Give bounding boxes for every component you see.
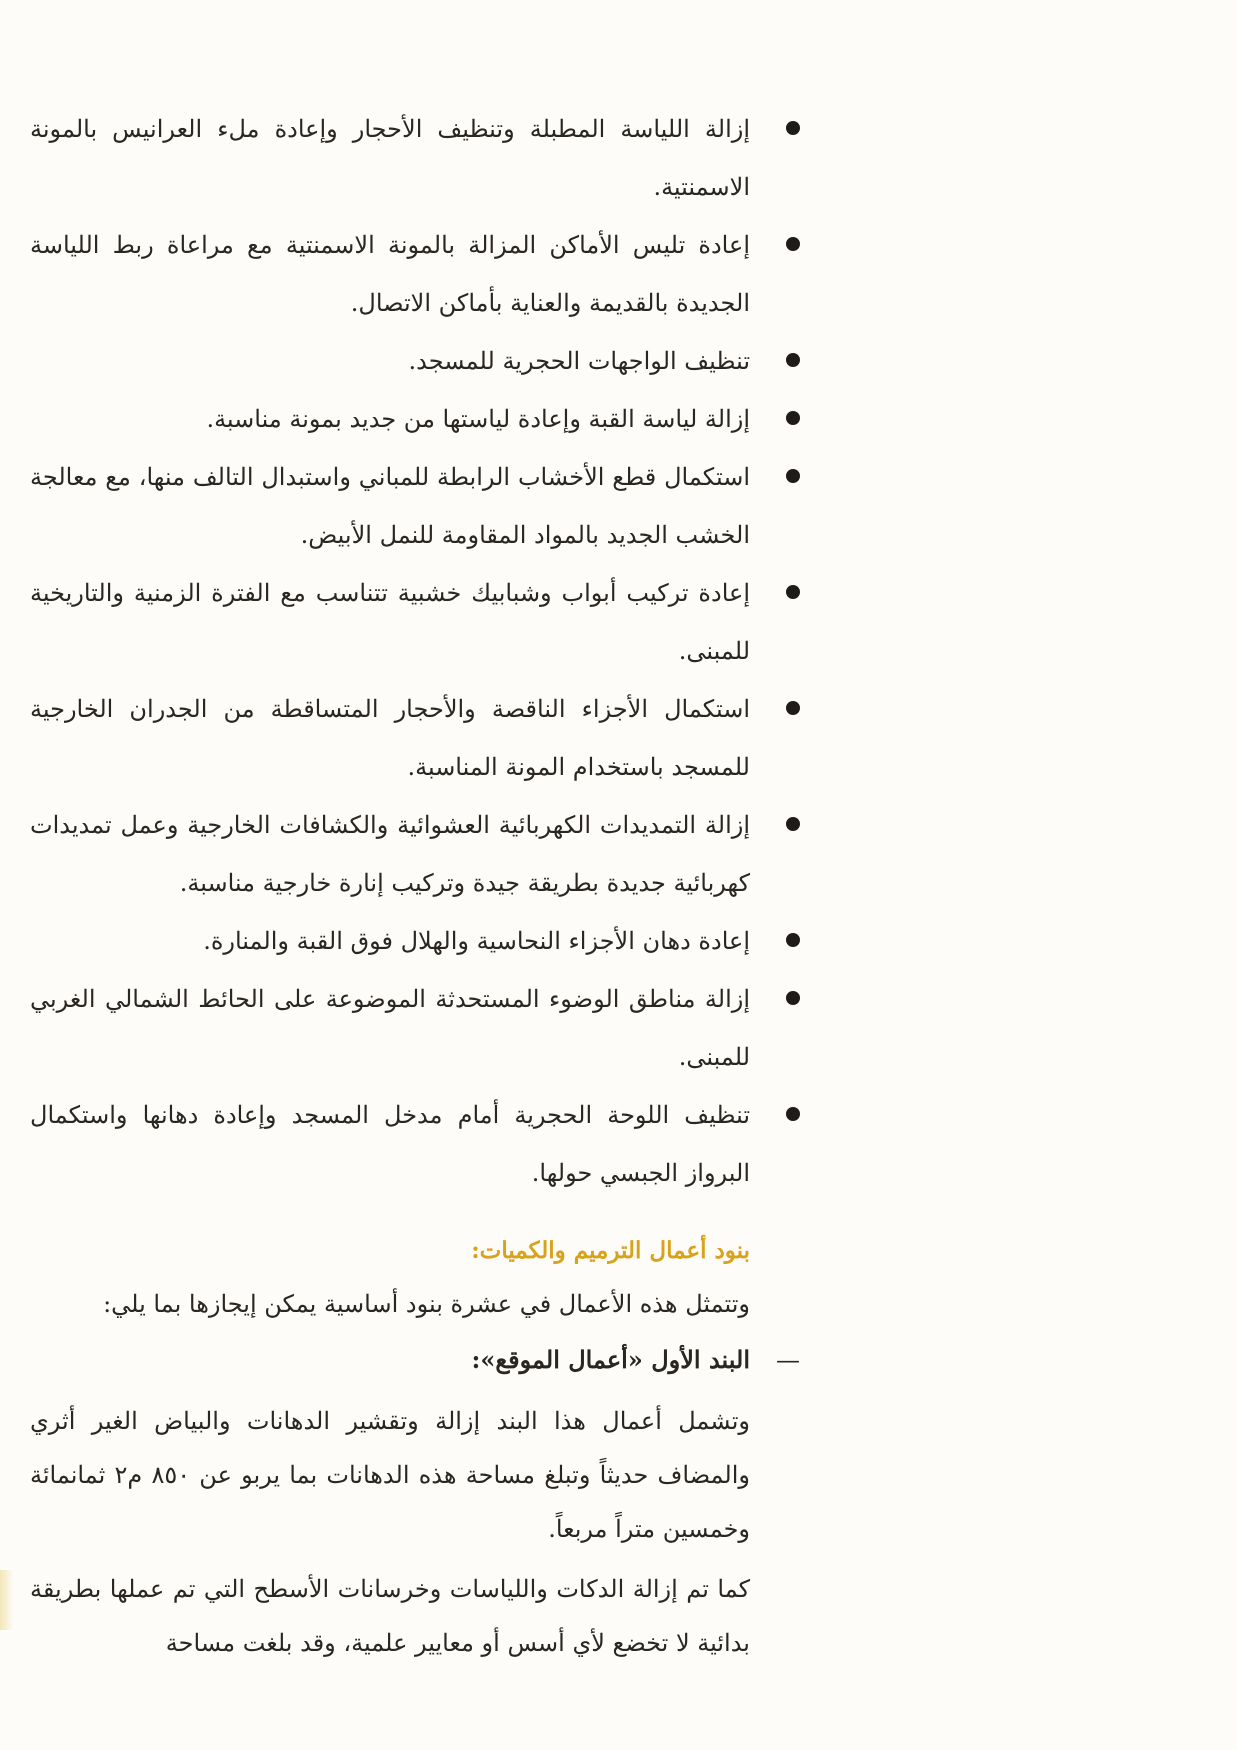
- list-item: [30, 390, 800, 448]
- list-item: [30, 912, 800, 970]
- list-item-text: إعادة دهان الأجزاء النحاسية والهلال فوق القبة والمنارة.: [203, 927, 750, 955]
- intro-paragraph: وتتمثل هذه الأعمال في عشرة بنود أساسية يمكن إيجازها بما يلي:: [103, 1290, 750, 1318]
- list-item: [30, 332, 800, 390]
- list-item: [30, 796, 800, 912]
- list-item-text: استكمال قطع الأخشاب الرابطة للمباني واستبدال التالف منها، مع معالجة الخشب الجديد بالمواد المقاومة للنمل الأبيض.: [30, 463, 750, 549]
- list-item-text: إزالة اللياسة المطبلة وتنظيف الأحجار وإعادة ملء العرانيس بالمونة الاسمنتية.: [30, 115, 750, 201]
- bullet-icon: [786, 1107, 800, 1121]
- clause-heading-text: البند الأول «أعمال الموقع»:: [471, 1345, 750, 1374]
- restoration-bullet-list: [30, 100, 800, 1202]
- list-item: [30, 970, 800, 1086]
- list-item: [30, 1086, 800, 1202]
- list-item-text: استكمال الأجزاء الناقصة والأحجار المتساقطة من الجدران الخارجية للمسجد باستخدام المونة المناسبة.: [30, 695, 750, 781]
- body-paragraph: كما تم إزالة الدكات واللياسات وخرسانات الأسطح التي تم عملها بطريقة بدائية لا تخضع لأي أسس أو معايير علمية، وقد بلغت مساحة: [30, 1575, 750, 1657]
- list-item-text: تنظيف الواجهات الحجرية للمسجد.: [408, 347, 750, 375]
- list-item-text: إزالة التمديدات الكهربائية العشوائية والكشافات الخارجية وعمل تمديدات كهربائية جديدة بطريقة جيدة وتركيب إنارة خارجية مناسبة.: [30, 811, 750, 897]
- list-item: [30, 448, 800, 564]
- section-heading: بنود أعمال الترميم والكميات:: [471, 1237, 750, 1264]
- bullet-icon: [786, 121, 800, 135]
- bullet-icon: [786, 411, 800, 425]
- page-content: [30, 100, 800, 1670]
- bullet-icon: [786, 585, 800, 599]
- bullet-icon: [786, 237, 800, 251]
- list-item-text: تنظيف اللوحة الحجرية أمام مدخل المسجد وإعادة دهانها واستكمال البرواز الجبسي حولها.: [30, 1101, 750, 1187]
- bullet-icon: [786, 469, 800, 483]
- bullet-icon: [786, 991, 800, 1005]
- list-item: [30, 216, 800, 332]
- page-edge-stain: [0, 1570, 14, 1630]
- list-item: [30, 680, 800, 796]
- bullet-icon: [786, 817, 800, 831]
- list-item: [30, 100, 800, 216]
- list-item-text: إزالة مناطق الوضوء المستحدثة الموضوعة على الحائط الشمالي الغربي للمبنى.: [30, 985, 750, 1071]
- dash-marker: —: [776, 1346, 800, 1374]
- body-paragraph: وتشمل أعمال هذا البند إزالة وتقشير الدهانات والبياض الغير أثري والمضاف حديثاً وتبلغ مساحة هذه الدهانات بما يربو عن ٨٥٠ م٢ ثمانمائة وخمسين متراً مربعاً.: [30, 1407, 750, 1543]
- bullet-icon: [786, 701, 800, 715]
- bullet-icon: [786, 933, 800, 947]
- list-item: [30, 564, 800, 680]
- list-item-text: إزالة لياسة القبة وإعادة لياستها من جديد بمونة مناسبة.: [206, 405, 750, 433]
- bullet-icon: [786, 353, 800, 367]
- list-item-text: إعادة تليس الأماكن المزالة بالمونة الاسمنتية مع مراعاة ربط اللياسة الجديدة بالقديمة والعناية بأماكن الاتصال.: [30, 231, 750, 317]
- clause-heading: [30, 1332, 800, 1388]
- list-item-text: إعادة تركيب أبواب وشبابيك خشبية تتناسب مع الفترة الزمنية والتاريخية للمبنى.: [30, 579, 750, 665]
